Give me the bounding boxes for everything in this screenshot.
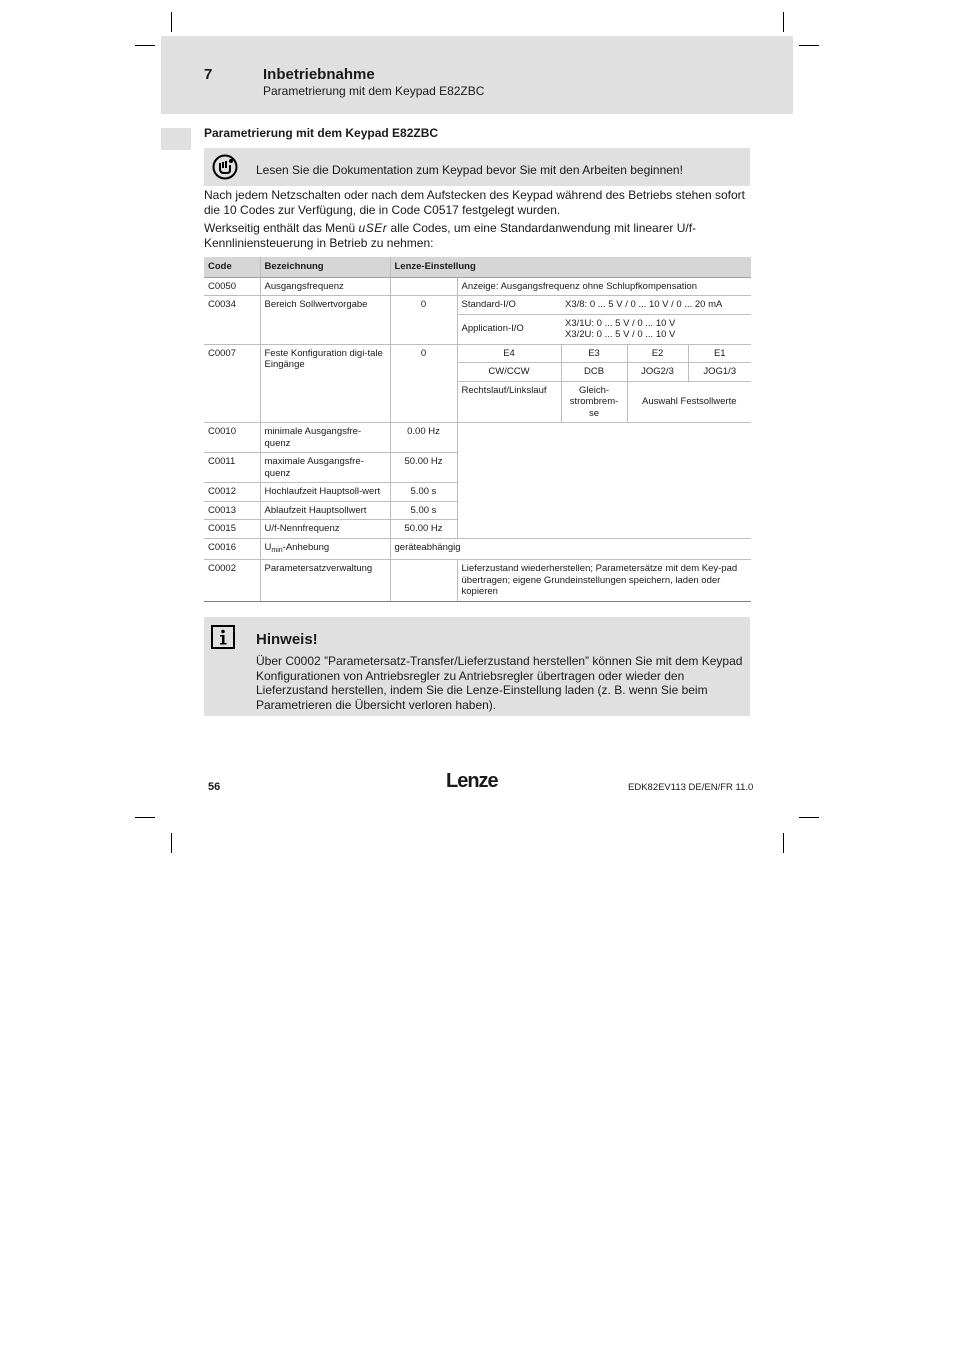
name-subscript: min <box>271 546 283 554</box>
keypad-hand-icon <box>212 154 238 180</box>
column-header-name: Bezeichnung <box>260 257 390 277</box>
note-box <box>204 148 750 186</box>
input-function-cell: JOG1/3 <box>688 363 751 382</box>
name-text: -Anhebung <box>282 541 330 553</box>
info-icon-glyph <box>213 627 233 647</box>
table-row <box>204 277 751 296</box>
io-value-cell: X3/8: 0 ... 5 V / 0 ... 10 V / 0 ... 20 mA <box>561 296 751 315</box>
section-marker <box>161 128 191 150</box>
crop-mark <box>783 12 784 32</box>
io-label-cell: Standard-I/O <box>457 296 561 315</box>
input-description-cell: Rechtslauf/Linkslauf <box>457 381 561 423</box>
code-cell: C0010 <box>204 423 260 453</box>
value-cell <box>390 560 457 602</box>
parameter-table <box>204 257 751 602</box>
input-function-cell: JOG2/3 <box>627 363 688 382</box>
name-cell: maximale Ausgangsfre-quenz <box>260 453 390 483</box>
chapter-title: Inbetriebnahme <box>263 66 375 83</box>
name-cell: minimale Ausgangsfre-quenz <box>260 423 390 453</box>
menu-code: uSEr <box>358 221 388 235</box>
empty-cell <box>457 423 751 539</box>
table-header-row <box>204 257 751 277</box>
name-cell: Bereich Sollwertvorgabe <box>260 296 390 345</box>
crop-mark <box>135 817 155 818</box>
page-number: 56 <box>208 781 221 793</box>
io-value-line: X3/2U: 0 ... 5 V / 0 ... 10 V <box>565 329 676 340</box>
code-cell: C0016 <box>204 538 260 560</box>
input-description-cell: Auswahl Festsollwerte <box>627 381 751 423</box>
note-text: Lesen Sie die Dokumentation zum Keypad bevor Sie mit den Arbeiten beginnen! <box>256 163 683 177</box>
intro-paragraph-1: Nach jedem Netzschalten oder nach dem Aufstecken des Keypad während des Betriebs stehen sofort die 10 Codes zur Verfügung, die in Code C0517 festgelegt wurden. <box>204 188 745 217</box>
table-row <box>204 560 751 602</box>
crop-mark <box>799 817 819 818</box>
value-cell: 5.00 s <box>390 501 457 520</box>
name-cell <box>260 538 390 560</box>
input-cell: E2 <box>627 344 688 363</box>
crop-mark <box>171 833 172 853</box>
code-cell: C0011 <box>204 453 260 483</box>
value-cell: geräteabhängig <box>390 538 751 560</box>
name-cell: Hochlaufzeit Hauptsoll-wert <box>260 483 390 502</box>
name-text: U <box>264 541 272 553</box>
value-cell: 0 <box>390 296 457 345</box>
setting-cell: Anzeige: Ausgangsfrequenz ohne Schlupfkompensation <box>457 277 751 296</box>
setting-cell: Lieferzustand wiederherstellen; Parametersätze mit dem Key-pad übertragen; eigene Grundeinstellungen speichern, laden oder kopieren <box>457 560 751 602</box>
input-function-cell: CW/CCW <box>457 363 561 382</box>
io-label-cell: Application-I/O <box>457 314 561 344</box>
crop-mark <box>135 45 155 46</box>
hint-box <box>204 617 750 716</box>
table-row <box>204 423 751 453</box>
crop-mark <box>171 12 172 32</box>
crop-mark <box>783 833 784 853</box>
code-cell: C0002 <box>204 560 260 602</box>
code-cell: C0007 <box>204 344 260 423</box>
intro-paragraph-2 <box>204 221 752 251</box>
input-cell: E1 <box>688 344 751 363</box>
name-cell: U/f-Nennfrequenz <box>260 520 390 539</box>
name-cell: Parametersatzverwaltung <box>260 560 390 602</box>
code-cell: C0015 <box>204 520 260 539</box>
hint-text: Über C0002 ”Parametersatz-Transfer/Lieferzustand herstellen” können Sie mit dem Keypad Konfigurationen von Antriebsregler zu Antriebsregler übertragen oder wieder den Lieferzustand herstellen, indem Sie die Lenze-Einstellung laden (z. B. wenn Sie beim Parametrieren die Übersicht verloren haben). <box>256 654 743 712</box>
chapter-header-band <box>161 36 793 114</box>
name-cell: Feste Konfiguration digi-tale Eingänge <box>260 344 390 423</box>
table-row <box>204 538 751 560</box>
io-value-line: X3/1U: 0 ... 5 V / 0 ... 10 V <box>565 317 676 329</box>
io-value-cell <box>561 314 751 344</box>
column-header-setting: Lenze-Einstellung <box>390 257 751 277</box>
hint-title: Hinweis! <box>256 631 318 648</box>
table-row <box>204 296 751 315</box>
value-cell: 0 <box>390 344 457 423</box>
chapter-number: 7 <box>204 66 213 83</box>
document-id: EDK82EV113 DE/EN/FR 11.0 <box>628 782 754 793</box>
input-cell: E3 <box>561 344 627 363</box>
lenze-logo: Lenze <box>446 770 498 792</box>
input-cell: E4 <box>457 344 561 363</box>
value-cell <box>390 277 457 296</box>
code-cell: C0013 <box>204 501 260 520</box>
value-cell: 50.00 Hz <box>390 520 457 539</box>
intro-text: Werkseitig enthält das Menü <box>204 221 359 235</box>
name-cell: Ausgangsfrequenz <box>260 277 390 296</box>
table-row <box>204 344 751 363</box>
intro-text: alle Codes, um eine Standardanwendung mit linearer U/f-Kennliniensteuerung in Betrieb zu nehmen: <box>204 221 697 250</box>
section-heading: Parametrierung mit dem Keypad E82ZBC <box>204 126 439 140</box>
input-description-cell: Gleich-strombrem-se <box>561 381 627 423</box>
code-cell: C0012 <box>204 483 260 502</box>
value-cell: 0.00 Hz <box>390 423 457 453</box>
code-cell: C0050 <box>204 277 260 296</box>
value-cell: 5.00 s <box>390 483 457 502</box>
column-header-code: Code <box>204 257 260 277</box>
value-cell: 50.00 Hz <box>390 453 457 483</box>
input-function-cell: DCB <box>561 363 627 382</box>
code-cell: C0034 <box>204 296 260 345</box>
info-icon <box>211 625 235 649</box>
crop-mark <box>799 45 819 46</box>
chapter-subtitle: Parametrierung mit dem Keypad E82ZBC <box>263 84 485 98</box>
name-cell: Ablaufzeit Hauptsollwert <box>260 501 390 520</box>
